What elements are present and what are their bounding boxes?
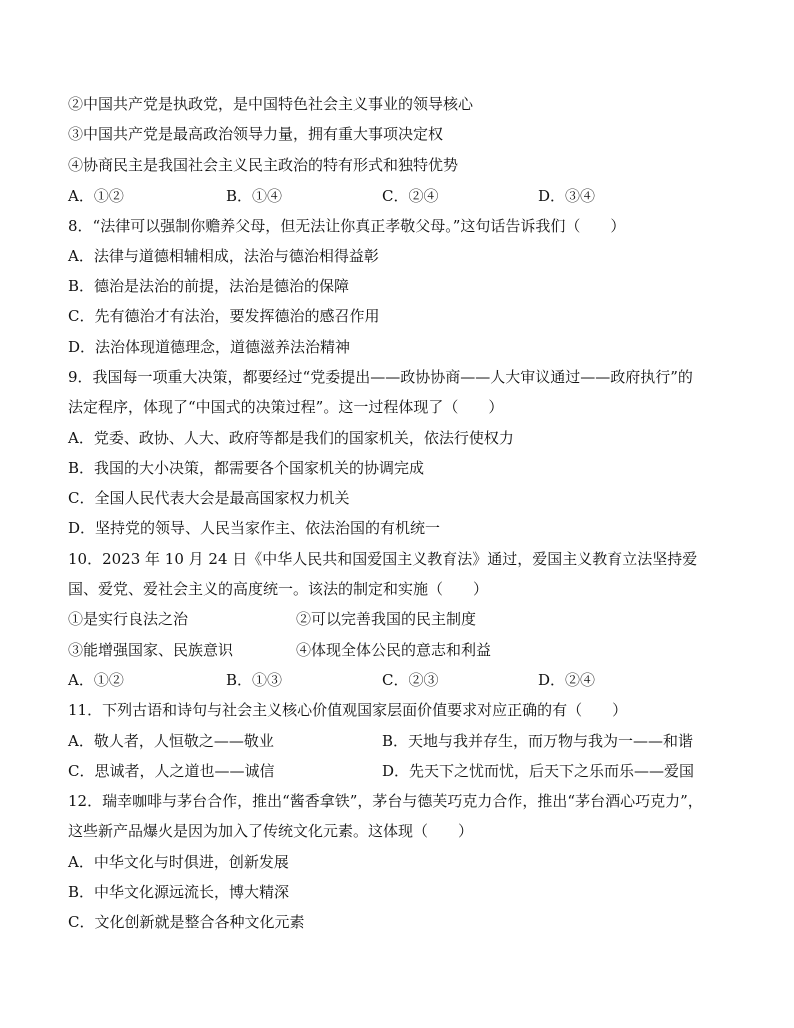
q10-items-row2 xyxy=(68,640,728,660)
q9-stem-line2: 法定程序，体现了“中国式的决策过程”。这一过程体现了（ ） xyxy=(68,398,504,416)
q10-stem-line2: 国、爱党、爱社会主义的高度统一。该法的制定和实施（ ） xyxy=(68,580,489,598)
q10-item-4: ④体现全体公民的意志和利益 xyxy=(296,641,492,659)
q9-option-d: D．坚持党的领导、人民当家作主、依法治国的有机统一 xyxy=(68,519,441,537)
q12-option-c: C．文化创新就是整合各种文化元素 xyxy=(68,913,305,931)
q7-item-3: ③中国共产党是最高政治领导力量，拥有重大事项决定权 xyxy=(68,125,444,143)
q7-option-a: A．①② xyxy=(68,187,124,205)
q10-item-3: ③能增强国家、民族意识 xyxy=(68,641,234,659)
q7-option-d: D．③④ xyxy=(538,187,596,205)
q11-option-b: B．天地与我并存生，而万物与我为一——和谐 xyxy=(382,732,694,750)
q7-item-4: ④协商民主是我国社会主义民主政治的特有形式和独特优势 xyxy=(68,156,459,174)
q10-option-a: A．①② xyxy=(68,671,124,689)
q11-stem: 11．下列古语和诗句与社会主义核心价值观国家层面价值要求对应正确的有（ ） xyxy=(68,701,628,719)
q11-option-d: D．先天下之忧而忧，后天下之乐而乐——爱国 xyxy=(382,762,695,780)
q12-stem-line2: 这些新产品爆火是因为加入了传统文化元素。这体现（ ） xyxy=(68,822,474,840)
q7-option-b: B．①④ xyxy=(226,187,283,205)
q10-item-1: ①是实行良法之治 xyxy=(68,610,189,628)
q8-option-a: A．法律与道德相辅相成，法治与德治相得益彰 xyxy=(68,247,379,265)
q11-options-row1 xyxy=(68,731,728,751)
q10-option-c: C．②③ xyxy=(382,671,439,689)
q8-option-d: D．法治体现道德理念，道德滋养法治精神 xyxy=(68,338,351,356)
q9-option-b: B．我国的大小决策，都需要各个国家机关的协调完成 xyxy=(68,459,425,477)
q7-options xyxy=(68,186,728,206)
q9-stem-line1: 9．我国每一项重大决策，都要经过“党委提出——政协协商——人大审议通过——政府执行”的 xyxy=(68,368,693,386)
q11-option-c: C．思诚者，人之道也——诚信 xyxy=(68,762,275,780)
q12-option-a: A．中华文化与时俱进，创新发展 xyxy=(68,853,289,871)
q9-option-a: A．党委、政协、人大、政府等都是我们的国家机关，依法行使权力 xyxy=(68,429,514,447)
q12-option-b: B．中华文化源远流长，博大精深 xyxy=(68,883,290,901)
q10-items-row1 xyxy=(68,609,728,629)
q7-option-c: C．②④ xyxy=(382,187,439,205)
q8-stem: 8．“法律可以强制你赡养父母，但无法让你真正孝敬父母。”这句话告诉我们（ ） xyxy=(68,217,626,235)
q9-option-c: C．全国人民代表大会是最高国家权力机关 xyxy=(68,489,350,507)
q10-item-2: ②可以完善我国的民主制度 xyxy=(296,610,477,628)
q8-option-c: C．先有德治才有法治，要发挥德治的感召作用 xyxy=(68,307,380,325)
q8-option-b: B．德治是法治的前提，法治是德治的保障 xyxy=(68,277,350,295)
q10-stem-line1: 10．2023 年 10 月 24 日《中华人民共和国爱国主义教育法》通过，爱国主义教育立法坚持爱 xyxy=(68,550,698,568)
q12-stem-line1: 12．瑞幸咖啡与茅台合作，推出“酱香拿铁”，茅台与德芙巧克力合作，推出“茅台酒心巧克力”， xyxy=(68,792,703,810)
q11-option-a: A．敬人者，人恒敬之——敬业 xyxy=(68,732,274,750)
q10-options xyxy=(68,670,728,690)
q10-option-d: D．②④ xyxy=(538,671,596,689)
q10-option-b: B．①③ xyxy=(226,671,283,689)
q11-options-row2 xyxy=(68,761,728,781)
q7-item-2: ②中国共产党是执政党，是中国特色社会主义事业的领导核心 xyxy=(68,95,474,113)
